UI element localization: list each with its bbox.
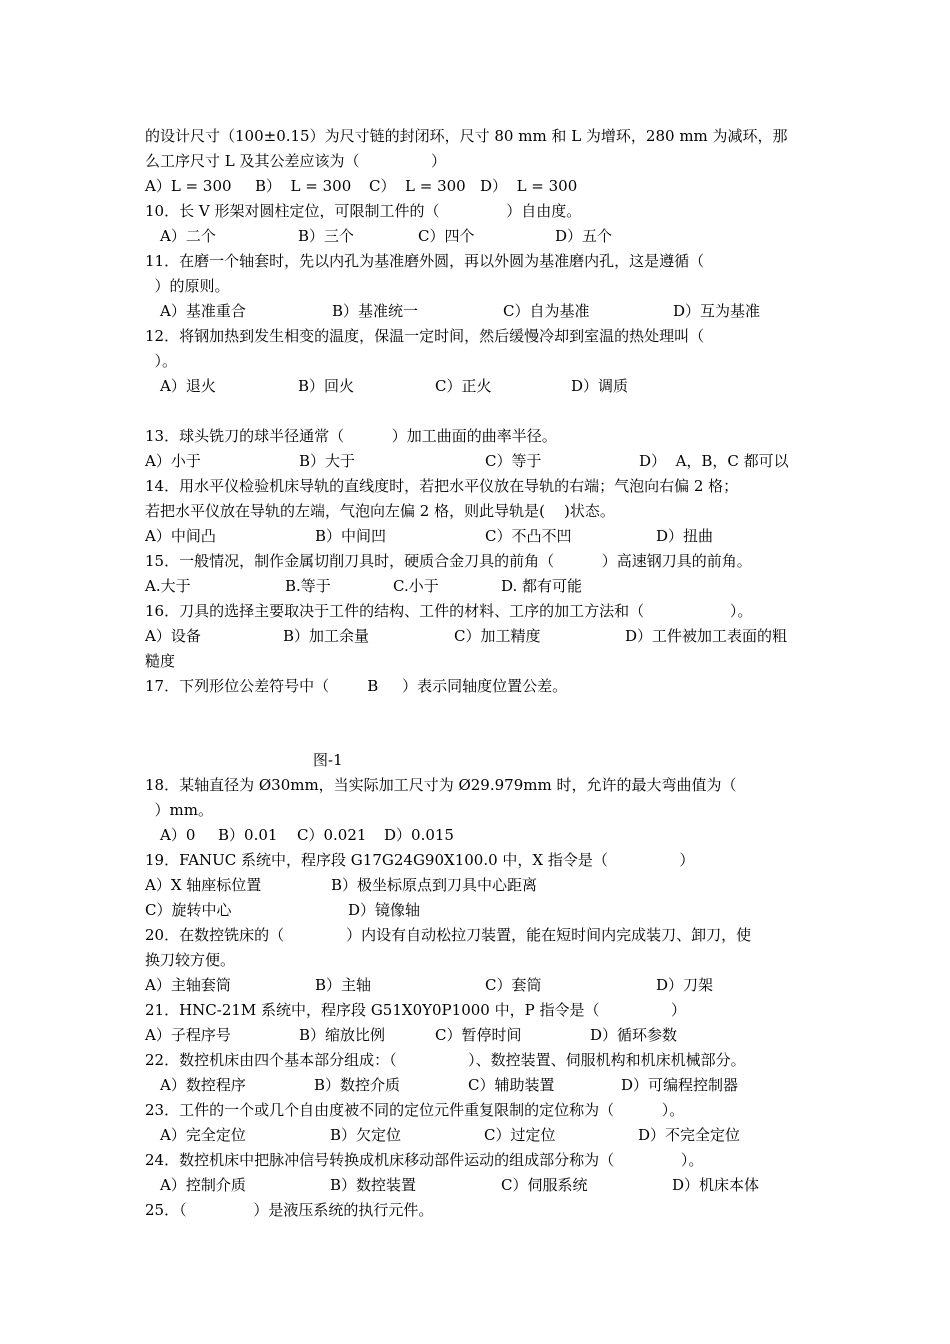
answer-option: C）正火 xyxy=(435,377,492,395)
answer-option: C）四个 xyxy=(418,227,475,245)
answer-option: A）基准重合 xyxy=(160,302,246,320)
text-line: 12．将钢加热到发生相变的温度，保温一定时间，然后缓慢冷却到室温的热处理叫（ xyxy=(145,327,705,345)
answer-option: A）数控程序 xyxy=(160,1076,246,1094)
text-line: 25．（ ）是液压系统的执行元件。 xyxy=(145,1201,434,1219)
answer-option: C）套筒 xyxy=(485,976,542,994)
text-line: 20．在数控铣床的（ ）内设有自动松拉刀装置，能在短时间内完成装刀、卸刀，使 xyxy=(145,926,752,944)
text-line: 糙度 xyxy=(145,652,176,670)
answer-option: D）互为基准 xyxy=(673,302,761,320)
answer-option: C）暂停时间 xyxy=(435,1026,522,1044)
answer-option: D）五个 xyxy=(555,227,613,245)
answer-option: A）控制介质 xyxy=(160,1176,246,1194)
answer-option: C）辅助装置 xyxy=(468,1076,555,1094)
answer-option: D）刀架 xyxy=(656,976,714,994)
text-line: ）mm。 xyxy=(145,801,213,819)
answer-option: C）伺服系统 xyxy=(501,1176,588,1194)
answer-option: A）子程序号 xyxy=(145,1026,231,1044)
answer-option: D） A，B，C 都可以 xyxy=(639,452,789,470)
answer-option: C）加工精度 xyxy=(454,627,541,645)
answer-option: B）缩放比例 xyxy=(299,1026,386,1044)
answer-option: B）极坐标原点到刀具中心距离 xyxy=(331,876,538,894)
answer-option: D）可编程控制器 xyxy=(621,1076,739,1094)
answer-option: B）加工余量 xyxy=(283,627,370,645)
answer-option: D）机床本体 xyxy=(672,1176,760,1194)
text-line: 13．球头铣刀的球半径通常（ ）加工曲面的曲率半径。 xyxy=(145,427,557,445)
answer-option: A）主轴套筒 xyxy=(145,976,231,994)
answer-option: B）欠定位 xyxy=(330,1126,402,1144)
answer-option: A）L = 300 xyxy=(145,177,232,195)
answer-option: C）不凸不凹 xyxy=(485,527,572,545)
answer-option: B.等于 xyxy=(285,577,331,595)
answer-option: A）二个 xyxy=(160,227,216,245)
answer-option: C）0.021 xyxy=(297,826,367,844)
text-line: 18．某轴直径为 Ø30mm，当实际加工尺寸为 Ø29.979mm 时，允许的最大弯曲值为（ xyxy=(145,776,737,794)
answer-option: C.小于 xyxy=(393,577,439,595)
text-line: 11．在磨一个轴套时，先以内孔为基准磨外圆，再以外圆为基准磨内孔，这是遵循（ xyxy=(145,252,705,270)
answer-option: D. 都有可能 xyxy=(501,577,583,595)
answer-option: D）循环参数 xyxy=(590,1026,678,1044)
answer-option: A）退火 xyxy=(160,377,216,395)
text-line: 么工序尺寸 L 及其公差应该为（ ） xyxy=(145,152,447,170)
answer-option: A）小于 xyxy=(145,452,201,470)
answer-option: A）设备 xyxy=(145,627,201,645)
answer-option: A）0 xyxy=(160,826,196,844)
text-line: 14．用水平仪检验机床导轨的直线度时，若把水平仪放在导轨的右端；气泡向右偏 2 格； xyxy=(145,477,739,495)
answer-option: C）旋转中心 xyxy=(145,901,232,919)
text-line: 图-1 xyxy=(313,751,343,769)
text-line: 10．长 V 形架对圆柱定位，可限制工件的（ ）自由度。 xyxy=(145,202,582,220)
answer-option: C）等于 xyxy=(485,452,542,470)
answer-option: D）调质 xyxy=(571,377,629,395)
answer-option: A）X 轴座标位置 xyxy=(145,876,262,894)
answer-option: B）主轴 xyxy=(315,976,372,994)
answer-option: A）完全定位 xyxy=(160,1126,246,1144)
answer-option: B）0.01 xyxy=(218,826,278,844)
text-line: 24．数控机床中把脉冲信号转换成机床移动部件运动的组成部分称为（ ）。 xyxy=(145,1151,704,1169)
answer-option: B）回火 xyxy=(298,377,355,395)
text-line: ）。 xyxy=(145,352,178,370)
answer-option: A）中间凸 xyxy=(145,527,216,545)
answer-option: D）扭曲 xyxy=(656,527,714,545)
answer-option: B） L = 300 xyxy=(255,177,352,195)
answer-option: D） L = 300 xyxy=(480,177,578,195)
answer-option: B）数控装置 xyxy=(330,1176,417,1194)
text-line: 19．FANUC 系统中，程序段 G17G24G90X100.0 中，X 指令是（ ） xyxy=(145,851,695,869)
answer-option: C）过定位 xyxy=(484,1126,556,1144)
answer-option: D）镜像轴 xyxy=(348,901,421,919)
answer-option: D）不完全定位 xyxy=(638,1126,741,1144)
text-line: 15．一般情况，制作金属切削刀具时，硬质合金刀具的前角（ ）高速钢刀具的前角。 xyxy=(145,552,752,570)
answer-option: C） L = 300 xyxy=(369,177,466,195)
text-line: 21．HNC-21M 系统中，程序段 G51X0Y0P1000 中，P 指令是（ ） xyxy=(145,1001,686,1019)
text-line: 的设计尺寸（100±0.15）为尺寸链的封闭环，尺寸 80 mm 和 L 为增环，280 mm 为减环，那 xyxy=(145,127,788,145)
answer-option: B）数控介质 xyxy=(314,1076,401,1094)
text-line: 23．工件的一个或几个自由度被不同的定位元件重复限制的定位称为（ ）。 xyxy=(145,1101,685,1119)
answer-option: B）基准统一 xyxy=(332,302,419,320)
text-line: 若把水平仪放在导轨的左端，气泡向左偏 2 格，则此导轨是( )状态。 xyxy=(145,502,615,520)
answer-option: B）三个 xyxy=(298,227,355,245)
text-line: 17．下列形位公差符号中（ B ）表示同轴度位置公差。 xyxy=(145,677,568,695)
text-line: 换刀较方便。 xyxy=(145,951,236,969)
text-line: 16．刀具的选择主要取决于工件的结构、工件的材料、工序的加工方法和（ ）。 xyxy=(145,602,753,620)
answer-option: B）大于 xyxy=(299,452,356,470)
answer-option: D）0.015 xyxy=(384,826,454,844)
answer-option: C）自为基准 xyxy=(503,302,590,320)
text-line: ）的原则。 xyxy=(145,277,230,295)
text-line: 22．数控机床由四个基本部分组成：（ ）、数控装置、伺服机构和机床机械部分。 xyxy=(145,1051,746,1069)
answer-option: A.大于 xyxy=(145,577,191,595)
answer-option: D）工件被加工表面的粗 xyxy=(625,627,788,645)
answer-option: B）中间凹 xyxy=(315,527,387,545)
